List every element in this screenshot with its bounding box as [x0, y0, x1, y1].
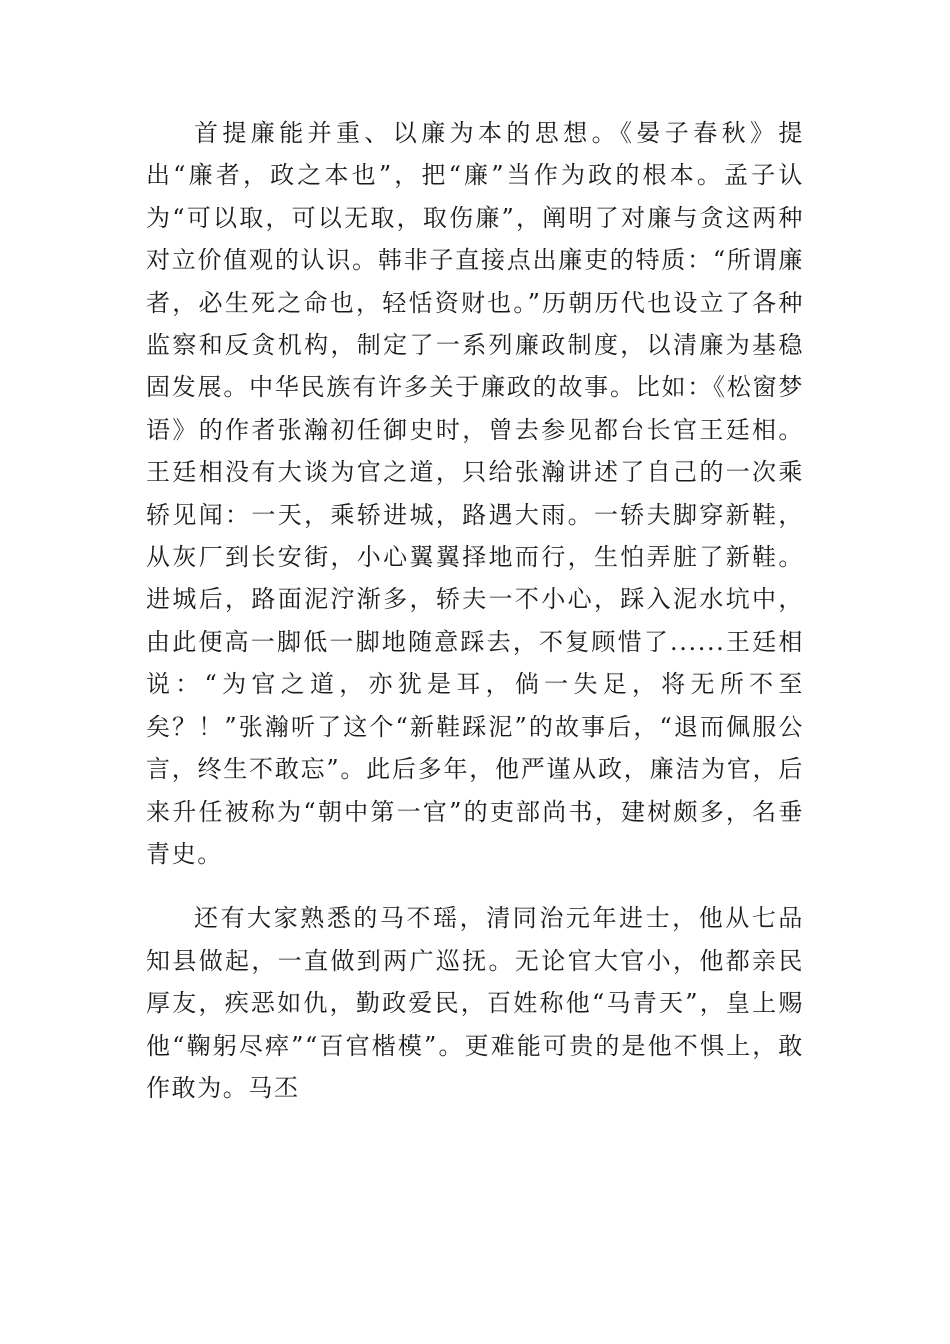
document-body [146, 112, 804, 1109]
paragraph-1: 首提廉能并重、以廉为本的思想。《晏子春秋》提出“廉者，政之本也”，把“廉”当作为政的根本。孟子认为“可以取，可以无取，取伤廉”，阐明了对廉与贪这两种对立价值观的认识。韩非子直接点出廉吏的特质：“所谓廉者，必生死之命也，轻恬资财也。”历朝历代也设立了各种监察和反贪机构，制定了一系列廉政制度，以清廉为基稳固发展。中华民族有许多关于廉政的故事。比如：《松窗梦语》的作者张瀚初任御史时，曾去参见都台长官王廷相。王廷相没有大谈为官之道，只给张瀚讲述了自己的一次乘轿见闻：一天，乘轿进城，路遇大雨。一轿夫脚穿新鞋，从灰厂到长安街，小心翼翼择地而行，生怕弄脏了新鞋。进城后，路面泥泞渐多，轿夫一不小心，踩入泥水坑中，由此便高一脚低一脚地随意踩去，不复顾惜了......王廷相说：“为官之道，亦犹是耳，倘一失足，将无所不至矣？！”张瀚听了这个“新鞋踩泥”的故事后，“退而佩服公言，终生不敢忘”。此后多年，他严谨从政，廉洁为官，后来升任被称为“朝中第一官”的吏部尚书，建树颇多，名垂青史。 [146, 119, 804, 868]
paragraph-2: 还有大家熟悉的马不瑶，清同治元年进士，他从七品知县做起，一直做到两广巡抚。无论官大官小，他都亲民厚友，疾恶如仇，勤政爱民，百姓称他“马青天”，皇上赐他“鞠躬尽瘁”“百官楷模”。更难能可贵的是他不惧上，敢作敢为。马丕 [146, 904, 804, 1102]
